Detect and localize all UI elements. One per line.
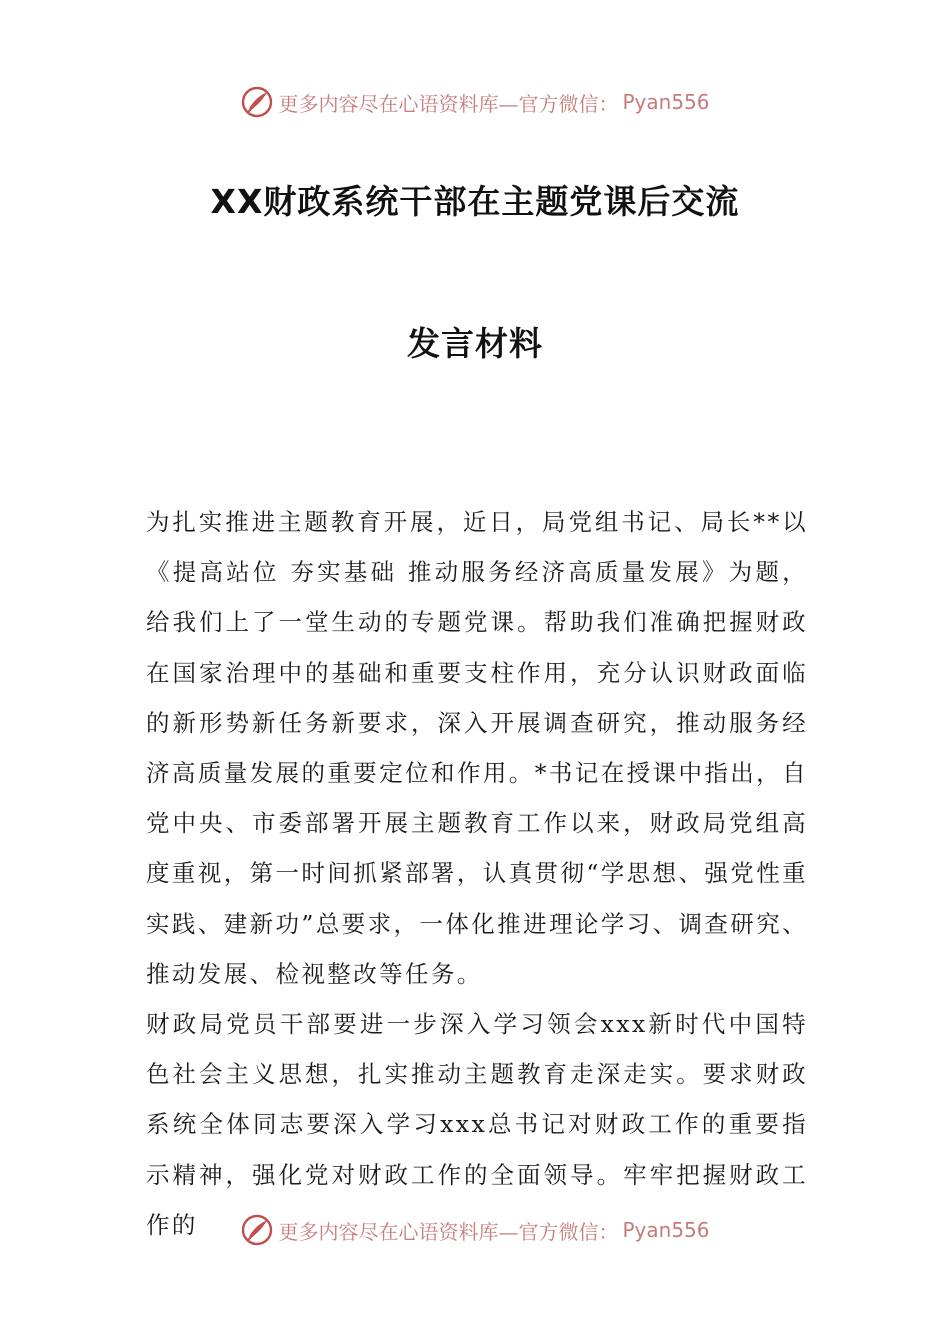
banner-text: 更多内容尽在心语资料库—官方微信： bbox=[278, 91, 619, 116]
document-title-line-1: XX财政系统干部在主题党课后交流 bbox=[210, 182, 740, 221]
quill-logo-icon bbox=[240, 85, 274, 119]
quill-logo-icon bbox=[240, 1213, 274, 1247]
wechat-id: Pyan556 bbox=[622, 90, 710, 114]
banner-text: 更多内容尽在心语资料库—官方微信： bbox=[278, 1219, 619, 1244]
document-title-line-2: 发言材料 bbox=[407, 324, 543, 363]
wechat-id: Pyan556 bbox=[622, 1218, 710, 1242]
document-body bbox=[146, 497, 808, 1250]
header-banner bbox=[0, 82, 950, 122]
footer-banner bbox=[0, 1210, 950, 1250]
paragraph: 为扎实推进主题教育开展，近日，局党组书记、局长**以《提高站位 夯实基础 推动服务经济高质量发展》为题，给我们上了一堂生动的专题党课。帮助我们准确把握财政在国家治理中的基础和重要支柱作用，充分认识财政面临的新形势新任务新要求，深入开展调查研究，推动服务经济高质量发展的重要定位和作用。*书记在授课中指出，自党中央、市委部署开展主题教育工作以来，财政局党组高度重视，第一时间抓紧部署，认真贯彻“学思想、强党性重实践、建新功”总要求，一体化推进理论学习、调查研究、推动发展、检视整改等任务。 bbox=[146, 508, 808, 988]
paragraph: 财政局党员干部要进一步深入学习领会xxx新时代中国特色社会主义思想，扎实推动主题教育走深走实。要求财政系统全体同志要深入学习xxx总书记对财政工作的重要指示精神，强化党对财政工作的全面领导。牢牢把握财政工作的 bbox=[146, 1010, 808, 1239]
